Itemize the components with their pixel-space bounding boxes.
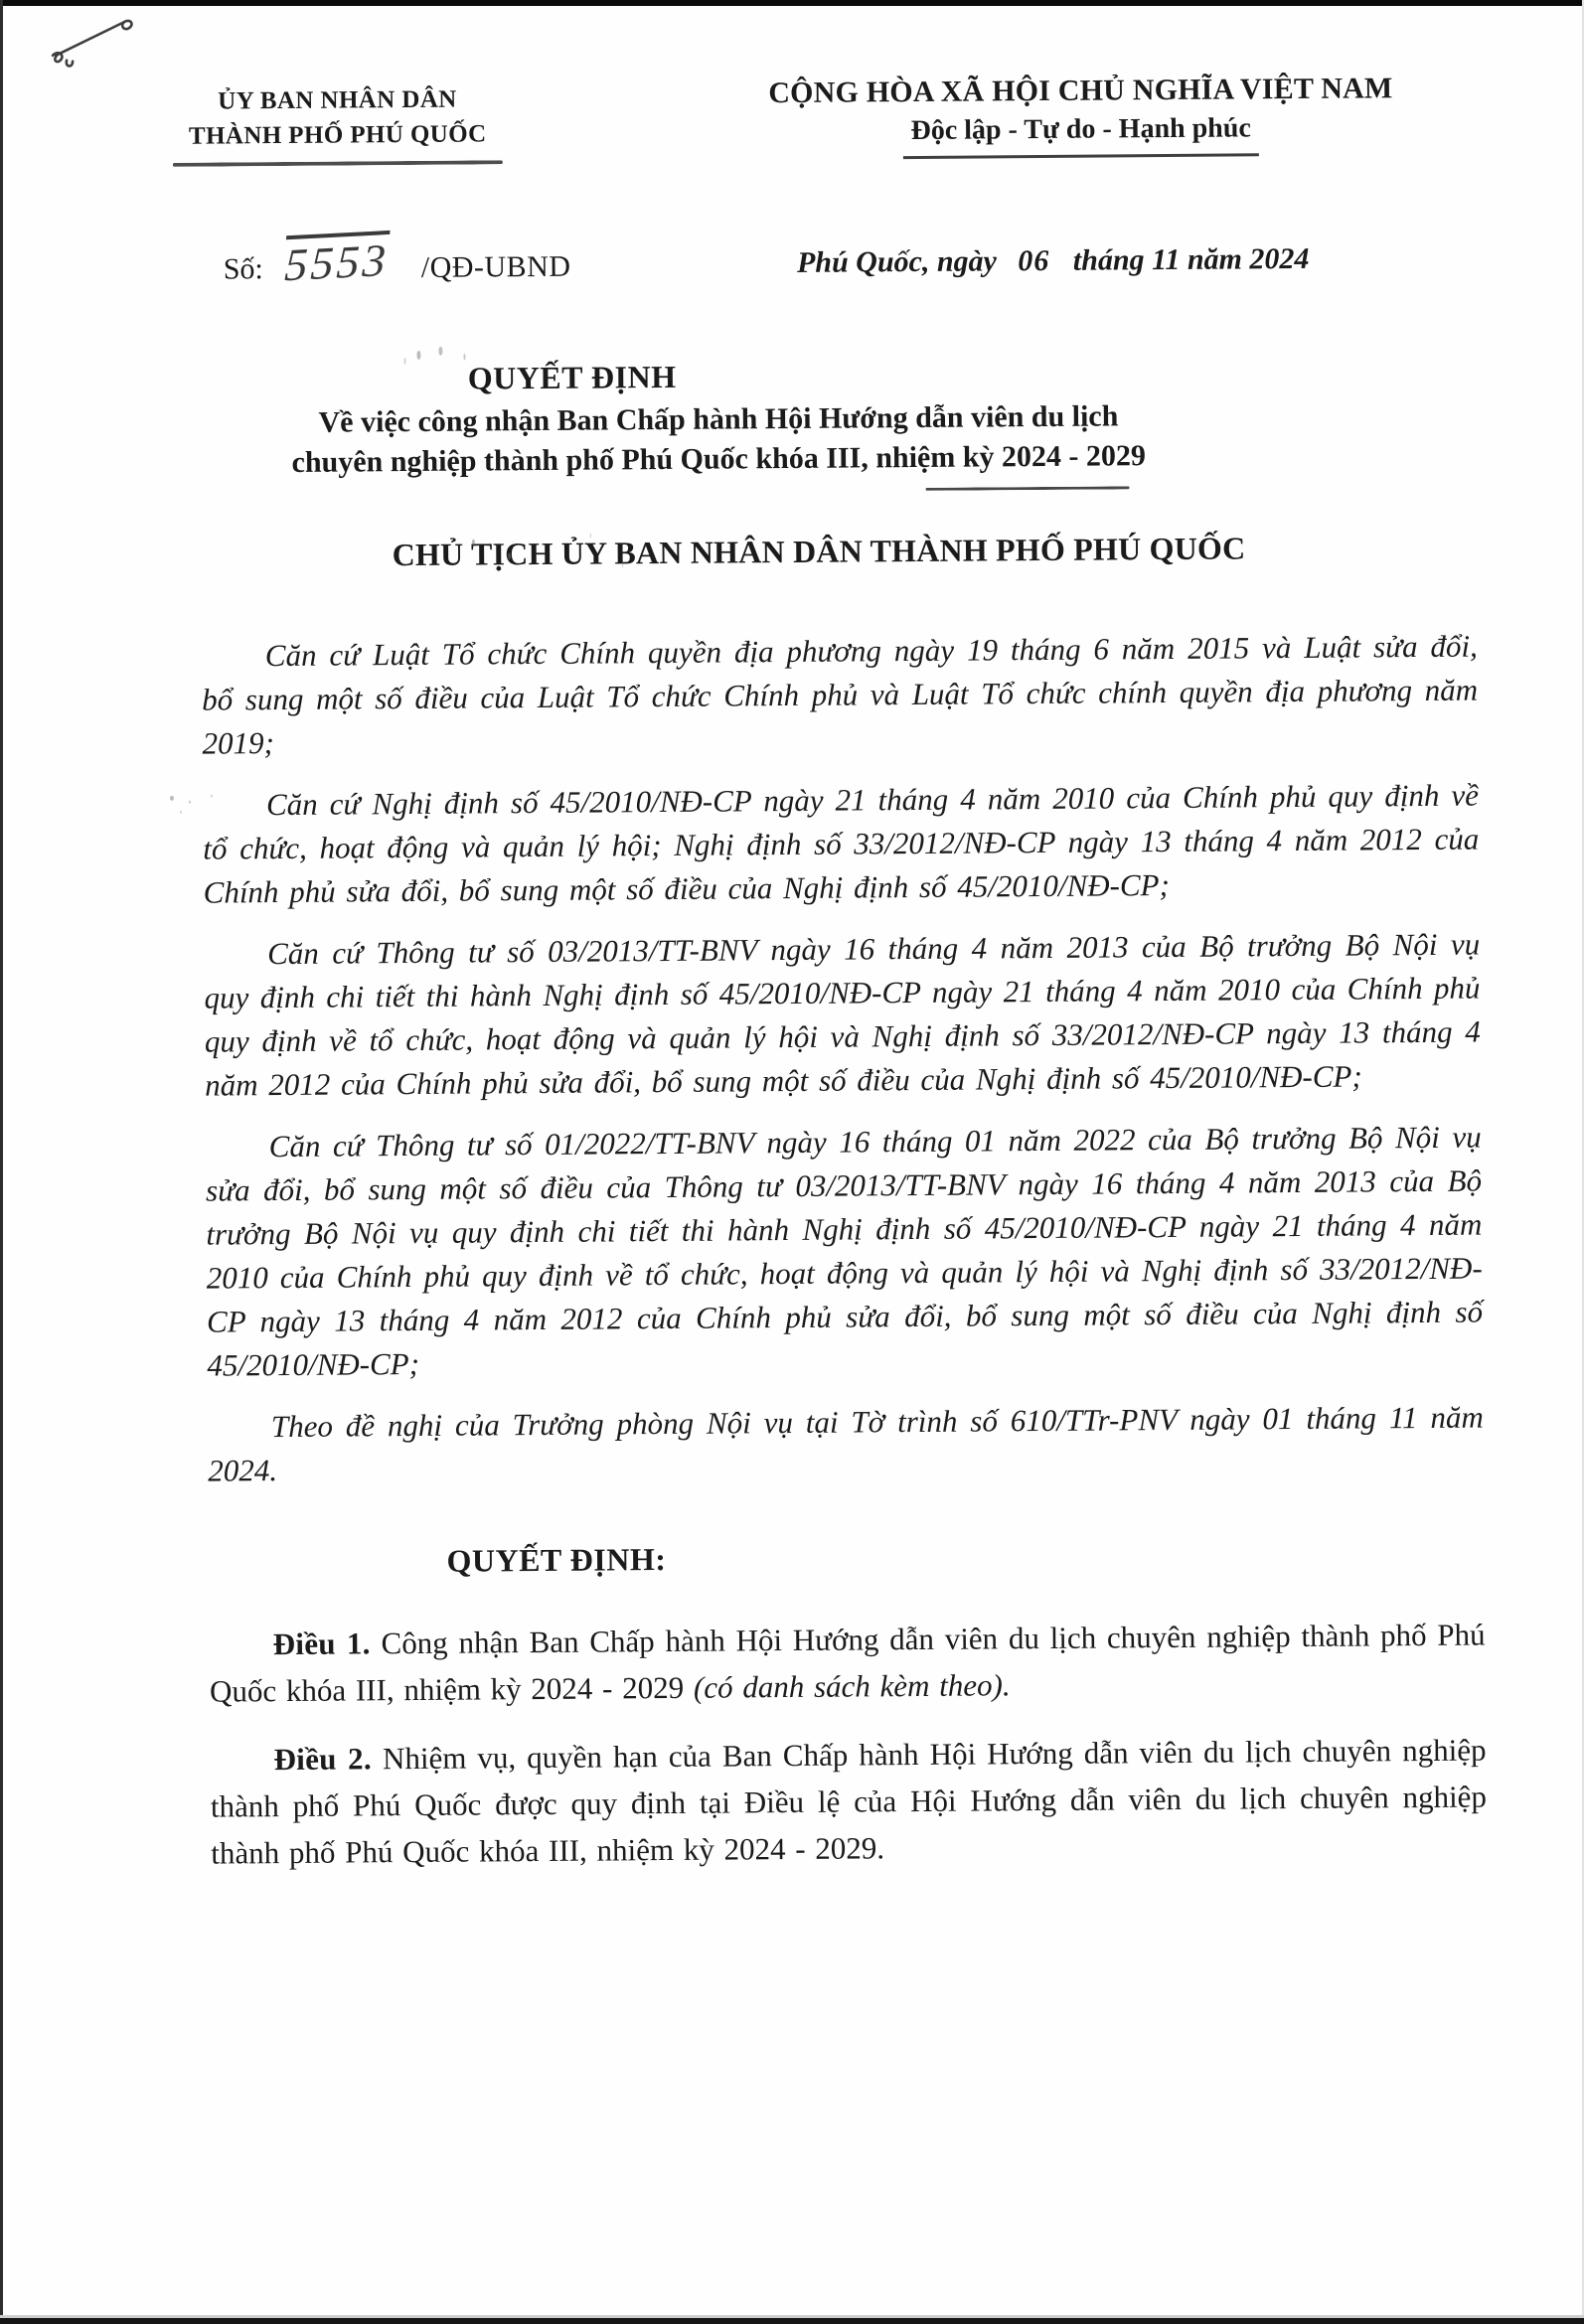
article-1-text: Công nhận Ban Chấp hành Hội Hướng dẫn viên du lịch chuyên nghiệp thành phố Phú Quốc khóa III, nhiệm kỳ 2024 - 2029 [209, 1617, 1486, 1709]
recital-paragraph: Theo đề nghị của Trưởng phòng Nội vụ tại Tờ trình số 610/TTr-PNV ngày 01 tháng 11 năm 2024. [208, 1399, 1485, 1488]
national-title: CỘNG HÒA XÃ HỘI CHỦ NGHĨA VIỆT NAM [768, 72, 1393, 110]
scan-noise-speck [170, 796, 174, 801]
document-number-suffix: /QĐ-UBND [420, 249, 571, 284]
article-1-note: (có danh sách kèm theo). [693, 1667, 1011, 1705]
decision-heading: QUYẾT ĐỊNH: [446, 1541, 667, 1579]
recital-paragraph: Căn cứ Thông tư số 03/2013/TT-BNV ngày 16 tháng 4 năm 2013 của Bộ trưởng Bộ Nội vụ quy định chi tiết thi hành Nghị định số 45/2010/NĐ-CP ngày 21 tháng 4 năm 2010 của Chính phủ quy định về tổ chức, hoạt động và quản lý hội và Nghị định số 33/2012/NĐ-CP ngày 13 tháng 4 năm 2012 của Chính phủ sửa đổi, bổ sung một số điều của Nghị định số 45/2010/NĐ-CP; [204, 926, 1481, 1103]
document-subtitle-line1: Về việc công nhận Ban Chấp hành Hội Hướng dẫn viên du lịch [318, 399, 1119, 439]
national-header-block [677, 69, 1485, 161]
article-2-paragraph [170, 1727, 1487, 1877]
pen-scribble-mark [43, 11, 142, 70]
document-subtitle-line2: chuyên nghiệp thành phố Phú Quốc khóa III, nhiệm kỳ 2024 - 2029 [291, 439, 1147, 479]
place-date-prefix: Phú Quốc, ngày [796, 244, 997, 279]
articles-section [169, 1612, 1487, 1877]
national-motto: Độc lập - Tự do - Hạnh phúc [902, 109, 1259, 159]
article-2-label: Điều 2. [273, 1741, 373, 1778]
scan-noise-speck [472, 539, 475, 545]
document-subtitle [61, 394, 1377, 484]
article-1-label: Điều 1. [272, 1626, 371, 1662]
article-1-paragraph [169, 1612, 1486, 1715]
place-date-line [711, 241, 1396, 280]
document-number-label: Số: [223, 252, 263, 286]
deciding-authority-heading: CHỦ TỊCH ỦY BAN NHÂN DÂN THÀNH PHỐ PHÚ QUỐC [392, 530, 1246, 573]
date-day: 06 [1018, 243, 1050, 278]
document-number-line [223, 233, 571, 291]
recital-paragraph: Căn cứ Thông tư số 01/2022/TT-BNV ngày 16 tháng 01 năm 2022 của Bộ trưởng Bộ Nội vụ sửa đổi, bổ sung một số điều của Thông tư 03/2013/TT-BNV ngày 16 tháng 4 năm 2013 của Bộ trưởng Bộ Nội vụ quy định chi tiết thi hành Nghị định số 45/2010/NĐ-CP ngày 21 tháng 4 năm 2010 của Chính phủ quy định về tổ chức, hoạt động và quản lý hội và Nghị định số 33/2012/NĐ-CP ngày 13 tháng 4 năm 2012 của Chính phủ sửa đổi, bổ sung một số điều của Nghị định số 45/2010/NĐ-CP; [205, 1119, 1484, 1383]
issuing-authority-underline [173, 160, 503, 167]
date-rest: tháng 11 năm 2024 [1072, 241, 1310, 277]
title-separator-line [926, 486, 1130, 491]
document-body [159, 353, 1487, 1899]
document-number-handwritten: 5553 [282, 233, 390, 291]
article-2-text: Nhiệm vụ, quyền hạn của Ban Chấp hành Hội Hướng dẫn viên du lịch chuyên nghiệp thành phố Phú Quốc được quy định tại Điều lệ của Hội Hướng dẫn viên du lịch chuyên nghiệp thành phố Phú Quốc khóa III, nhiệm kỳ 2024 - 2029. [210, 1732, 1488, 1871]
recital-paragraph: Căn cứ Nghị định số 45/2010/NĐ-CP ngày 21 tháng 4 năm 2010 của Chính phủ quy định về tổ chức, hoạt động và quản lý hội; Nghị định số 33/2012/NĐ-CP ngày 13 tháng 4 năm 2012 của Chính phủ sửa đổi, bổ sung một số điều của Nghị định số 45/2010/NĐ-CP; [203, 777, 1480, 910]
document-title: QUYẾT ĐỊNH [467, 358, 677, 396]
issuing-authority-parent: ỦY BAN NHÂN DÂN [218, 85, 457, 115]
scan-noise-speck [416, 351, 420, 360]
recitals-section [162, 625, 1485, 1493]
issuing-authority-block [160, 81, 515, 167]
recital-paragraph: Căn cứ Luật Tổ chức Chính quyền địa phương ngày 19 tháng 6 năm 2015 và Luật sửa đổi, bổ sung một số điều của Luật Tổ chức Chính phủ và Luật Tổ chức chính quyền địa phương năm 2019; [202, 628, 1479, 761]
issuing-authority-name: THÀNH PHỐ PHÚ QUỐC [188, 120, 487, 150]
